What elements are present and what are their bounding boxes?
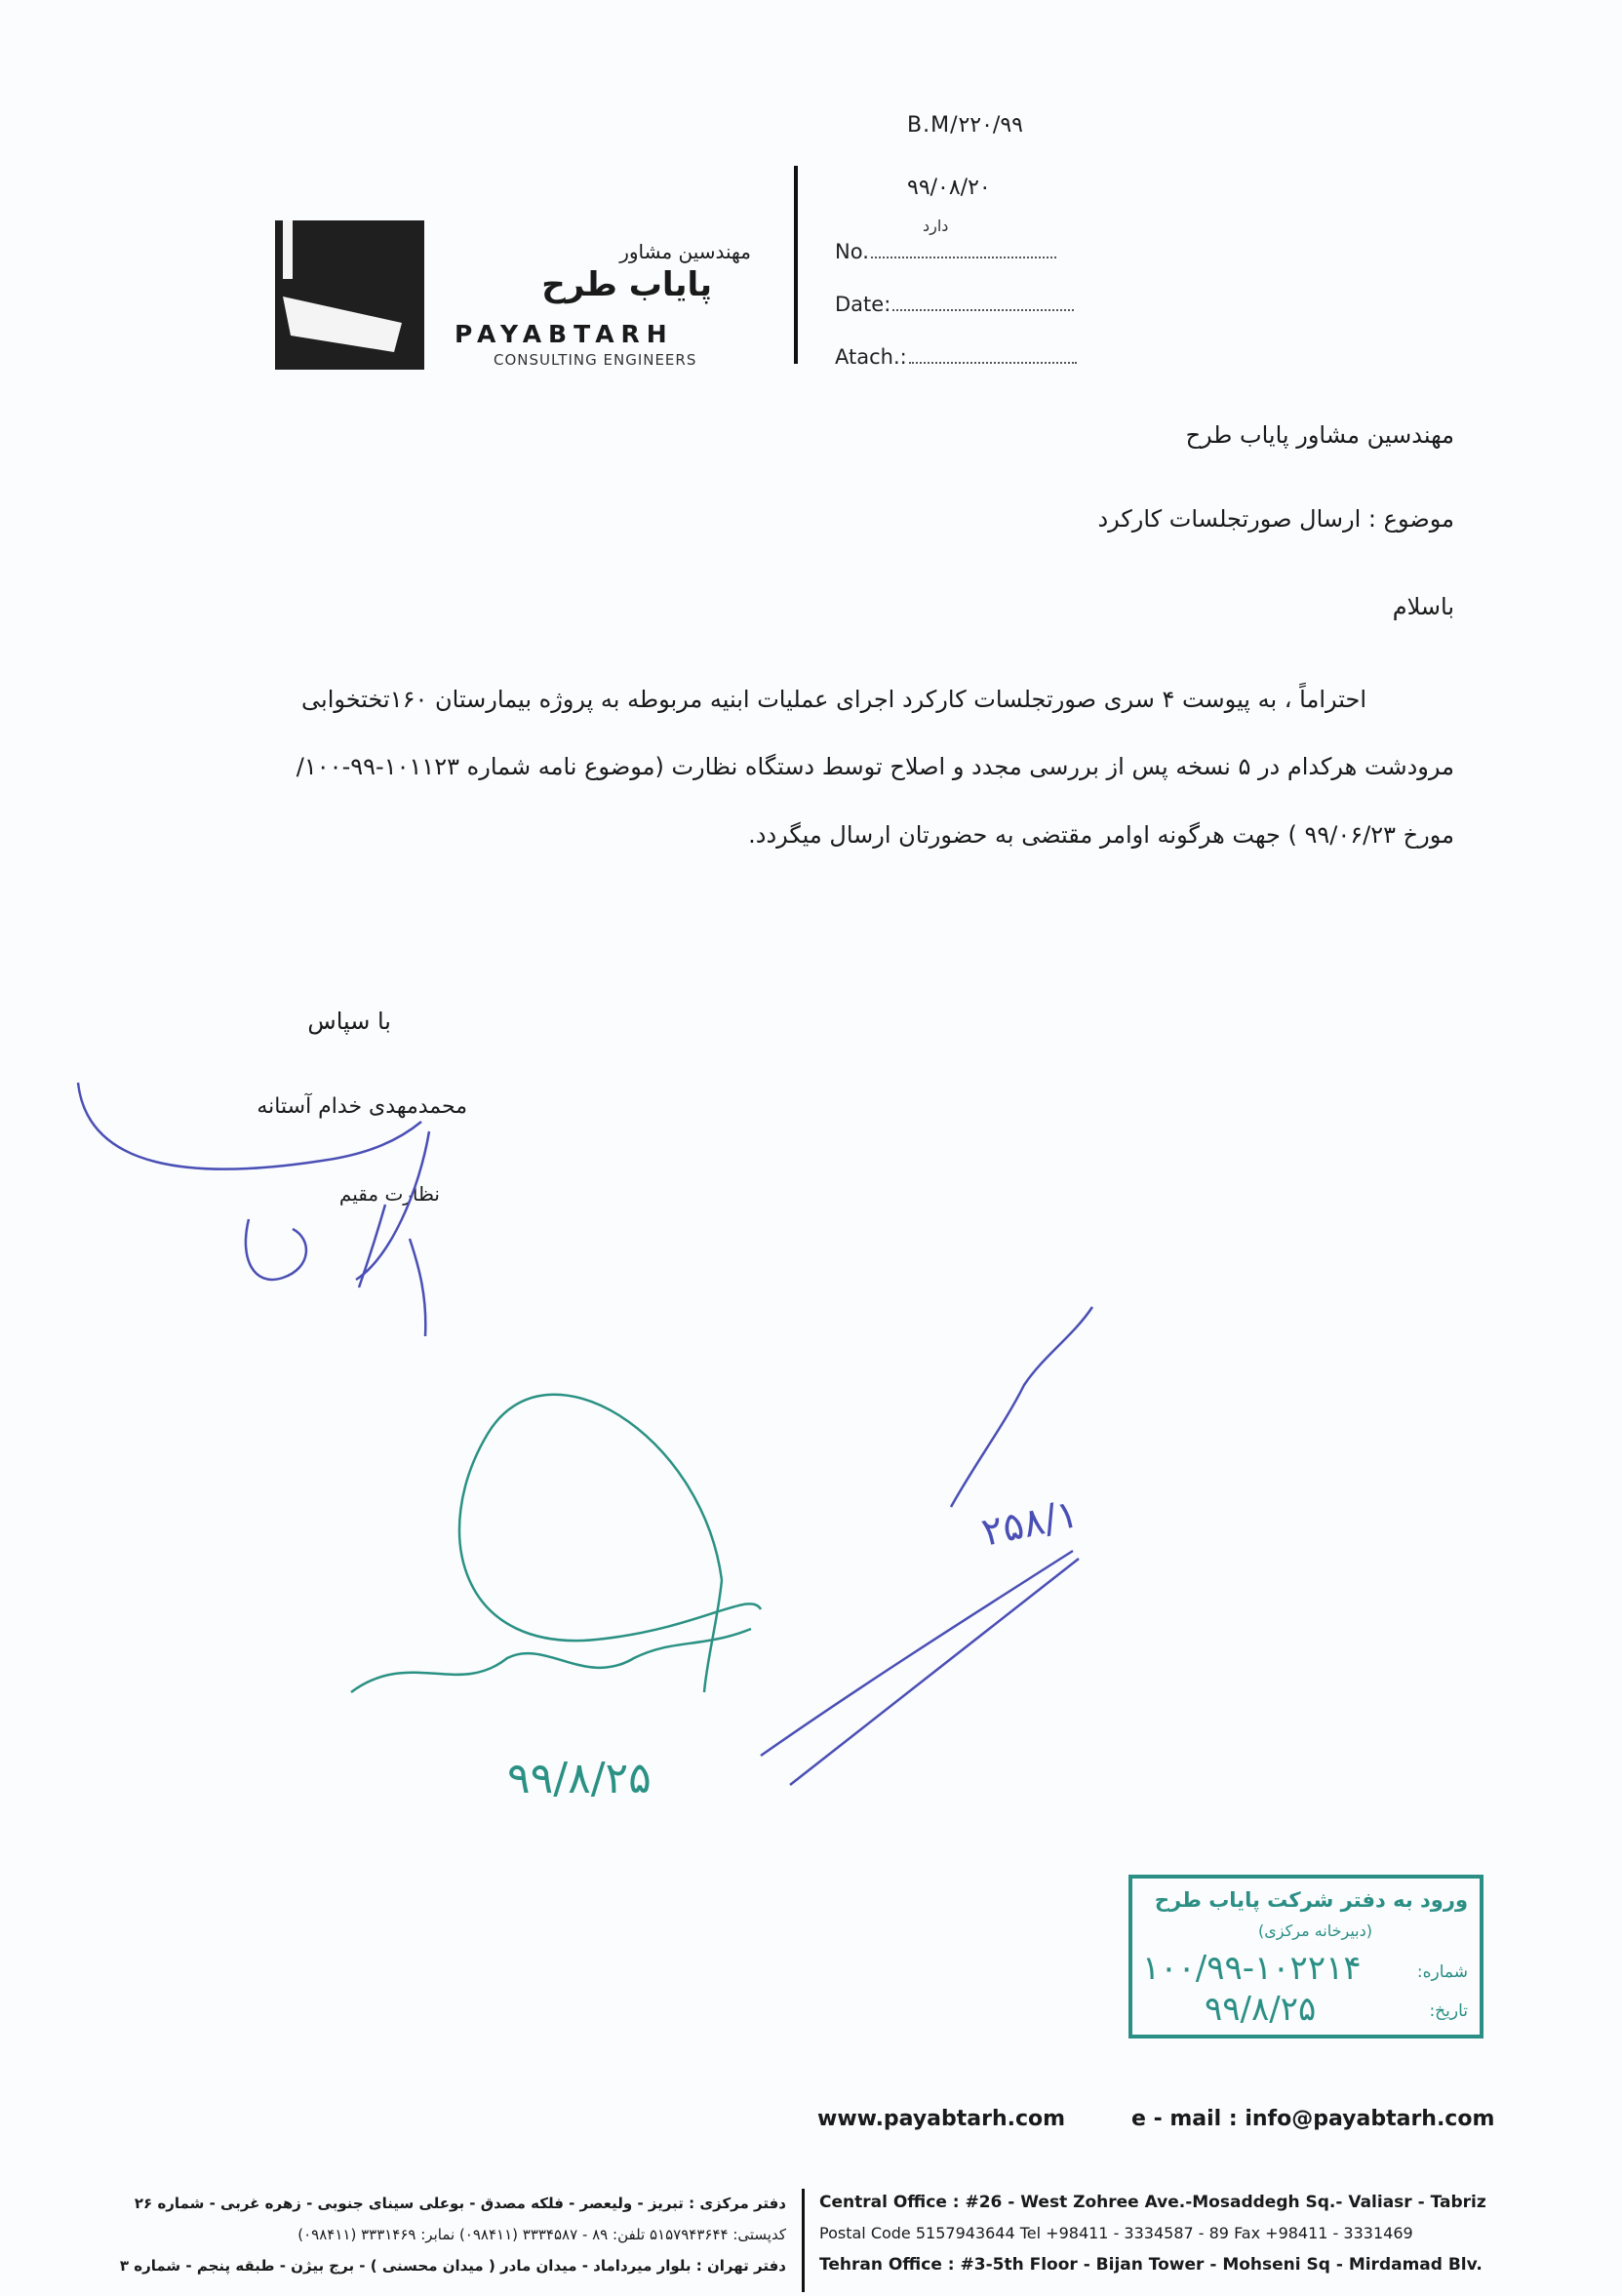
greeting: باسلام xyxy=(1392,593,1454,620)
stamp-number-label: شماره: xyxy=(1416,1962,1468,1982)
body-line-2: مرودشت هرکدام در ۵ نسخه پس از بررسی مجدد و اصلاح توسط دستگاه نظارت (موضوع نامه شماره ۱۰۱۱۲۳-۹۹-۱۰۰/ xyxy=(296,753,1454,780)
stamp-date-value: ۹۹/۸/۲۵ xyxy=(1205,1990,1317,2029)
subject: موضوع : ارسال صورتجلسات کارکرد xyxy=(1097,505,1454,533)
handwritten-date: ۹۹/۰۸/۲۰ xyxy=(907,176,991,200)
footer-email: e - mail : info@payabtarh.com xyxy=(1131,2107,1495,2131)
field-no: No. xyxy=(835,240,1056,263)
body-line-3: مورخ ۹۹/۰۶/۲۳ ) جهت هرگونه اوامر مقتضی به حضورتان ارسال میگردد. xyxy=(748,821,1454,849)
footer-fa-line-2: کدپستی: ۵۱۵۷۹۴۳۶۴۴ تلفن: ۸۹ - ۳۳۳۴۵۸۷ (۰۹۸۴۱۱) نمابر: ۳۳۳۱۴۶۹ (۰۹۸۴۱۱) xyxy=(297,2226,786,2243)
addressee: مهندسین مشاور پایاب طرح xyxy=(1185,421,1454,449)
stamp-number-value: ۱۰۰/۹۹-۱۰۲۲۱۴ xyxy=(1142,1949,1362,1988)
brand-en-name: PAYABTARH xyxy=(455,320,674,348)
body-line-1: احتراماً ، به پیوست ۴ سری صورتجلسات کارکرد اجرای عملیات ابنیه مربوطه به پروژه بیمارستان ۱۶۰تختخوابی xyxy=(301,686,1366,713)
handwritten-attachment: دارد xyxy=(923,217,949,235)
field-date: Date: xyxy=(835,293,1074,316)
brand-fa-small: مهندسین مشاور xyxy=(619,240,751,263)
reference-number: B.M/۲۲۰/۹۹ xyxy=(907,113,1023,138)
stamp-subtitle: (دبیرخانه مرکزی) xyxy=(1258,1921,1372,1940)
signer-title: نظارت مقیم xyxy=(338,1182,440,1206)
brand-fa-name: پایاب طرح xyxy=(541,265,712,304)
footer-divider xyxy=(802,2189,805,2292)
footer-fa-line-3: دفتر تهران : بلوار میرداماد - میدان مادر ( میدان محسنی ) - برج بیژن - طبقه پنجم - شماره ۳ xyxy=(119,2257,786,2275)
closing: با سپاس xyxy=(307,1008,391,1035)
footer-en-line-3: Tehran Office : #3-5th Floor - Bijan Tower - Mohseni Sq - Mirdamad Blv. xyxy=(819,2255,1483,2275)
field-attach: Atach.: xyxy=(835,345,1077,369)
handwritten-blue-number: ۲۵۸/۱ xyxy=(977,1491,1083,1556)
stamp-date-label: تاریخ: xyxy=(1429,2001,1468,2021)
registration-stamp xyxy=(1128,1875,1484,2039)
brand-en-sub: CONSULTING ENGINEERS xyxy=(494,351,697,369)
footer-website: www.payabtarh.com xyxy=(817,2107,1066,2131)
stamp-title: ورود به دفتر شرکت پایاب طرح xyxy=(1154,1888,1468,1912)
signer-name: محمدمهدی خدام آستانه xyxy=(257,1094,467,1119)
footer-en-line-1: Central Office : #26 - West Zohree Ave.-Mosaddegh Sq.- Valiasr - Tabriz xyxy=(819,2193,1486,2212)
footer-fa-line-1: دفتر مرکزی : تبریز - ولیعصر - فلکه مصدق - بوعلی سینای جنوبی - زهره غربی - شماره ۲۶ xyxy=(134,2195,786,2212)
handwritten-green-date: ۹۹/۸/۲۵ xyxy=(507,1754,652,1803)
footer-en-line-2: Postal Code 5157943644 Tel +98411 - 3334587 - 89 Fax +98411 - 3331469 xyxy=(819,2224,1413,2242)
